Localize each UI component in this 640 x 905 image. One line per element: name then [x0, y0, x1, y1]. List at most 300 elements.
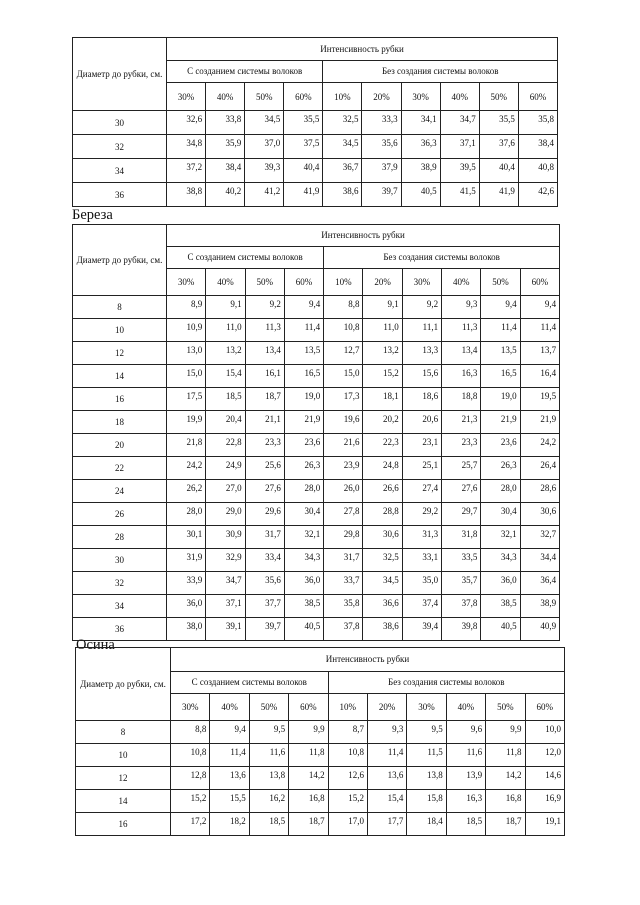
pct-header-with: 60% — [289, 694, 328, 721]
table-row — [73, 365, 560, 388]
value-cell: 30,9 — [206, 526, 245, 549]
value-cell: 19,6 — [324, 411, 363, 434]
diameter-cell: 34 — [73, 159, 167, 183]
pct-header-without: 20% — [362, 83, 401, 111]
diameter-cell: 36 — [73, 183, 167, 207]
pct-header-with: 50% — [245, 269, 284, 296]
intensity-header: Интенсивность рубки — [167, 225, 560, 247]
value-cell: 37,7 — [245, 595, 284, 618]
pct-header-with: 30% — [171, 694, 210, 721]
value-cell: 18,4 — [407, 813, 446, 836]
value-cell: 33,8 — [206, 111, 245, 135]
value-cell: 40,8 — [518, 159, 557, 183]
pct-header-without: 40% — [440, 83, 479, 111]
table-row — [76, 813, 565, 836]
value-cell: 34,7 — [206, 572, 245, 595]
value-cell: 37,8 — [324, 618, 363, 641]
pct-header-with: 40% — [210, 694, 249, 721]
value-cell: 36,7 — [323, 159, 362, 183]
value-cell: 37,9 — [362, 159, 401, 183]
value-cell: 9,9 — [289, 721, 328, 744]
data-table-top — [72, 37, 558, 207]
value-cell: 17,5 — [167, 388, 206, 411]
value-cell: 25,7 — [442, 457, 481, 480]
pct-header-without: 20% — [367, 694, 406, 721]
value-cell: 31,8 — [442, 526, 481, 549]
value-cell: 26,0 — [324, 480, 363, 503]
value-cell: 38,0 — [167, 618, 206, 641]
value-cell: 39,8 — [442, 618, 481, 641]
value-cell: 23,9 — [324, 457, 363, 480]
table-row — [73, 296, 560, 319]
diameter-header: Диаметр до рубки, см. — [73, 38, 167, 111]
value-cell: 8,8 — [324, 296, 363, 319]
value-cell: 37,1 — [440, 135, 479, 159]
diameter-cell: 8 — [73, 296, 167, 319]
value-cell: 27,8 — [324, 503, 363, 526]
table-row — [76, 744, 565, 767]
value-cell: 36,0 — [167, 595, 206, 618]
value-cell: 19,5 — [520, 388, 559, 411]
group-without-skid-trails: Без создания системы волоков — [323, 61, 558, 83]
value-cell: 21,8 — [167, 434, 206, 457]
value-cell: 29,0 — [206, 503, 245, 526]
value-cell: 34,8 — [167, 135, 206, 159]
value-cell: 13,9 — [446, 767, 485, 790]
value-cell: 16,3 — [446, 790, 485, 813]
value-cell: 38,4 — [518, 135, 557, 159]
value-cell: 12,7 — [324, 342, 363, 365]
value-cell: 9,2 — [402, 296, 441, 319]
value-cell: 13,3 — [402, 342, 441, 365]
value-cell: 24,2 — [520, 434, 559, 457]
value-cell: 19,0 — [481, 388, 520, 411]
value-cell: 32,9 — [206, 549, 245, 572]
value-cell: 16,3 — [442, 365, 481, 388]
value-cell: 26,2 — [167, 480, 206, 503]
value-cell: 16,2 — [249, 790, 288, 813]
value-cell: 33,9 — [167, 572, 206, 595]
value-cell: 13,6 — [367, 767, 406, 790]
value-cell: 34,4 — [520, 549, 559, 572]
value-cell: 32,5 — [323, 111, 362, 135]
pct-header-without: 30% — [402, 269, 441, 296]
value-cell: 16,1 — [245, 365, 284, 388]
value-cell: 42,6 — [518, 183, 557, 207]
value-cell: 19,1 — [525, 813, 565, 836]
value-cell: 37,1 — [206, 595, 245, 618]
value-cell: 9,5 — [249, 721, 288, 744]
diameter-cell: 36 — [73, 618, 167, 641]
value-cell: 14,2 — [289, 767, 328, 790]
pct-header-without: 60% — [518, 83, 557, 111]
value-cell: 14,6 — [525, 767, 565, 790]
value-cell: 32,1 — [481, 526, 520, 549]
value-cell: 15,5 — [210, 790, 249, 813]
diameter-cell: 16 — [73, 388, 167, 411]
pct-header-with: 50% — [245, 83, 284, 111]
value-cell: 34,5 — [245, 111, 284, 135]
value-cell: 27,0 — [206, 480, 245, 503]
value-cell: 11,3 — [245, 319, 284, 342]
value-cell: 28,6 — [520, 480, 559, 503]
value-cell: 18,5 — [206, 388, 245, 411]
value-cell: 35,0 — [402, 572, 441, 595]
diameter-header: Диаметр до рубки, см. — [73, 225, 167, 296]
value-cell: 22,8 — [206, 434, 245, 457]
value-cell: 16,8 — [289, 790, 328, 813]
table-row — [76, 767, 565, 790]
pct-header-without: 10% — [323, 83, 362, 111]
pct-header-without: 60% — [520, 269, 559, 296]
value-cell: 9,4 — [481, 296, 520, 319]
value-cell: 19,9 — [167, 411, 206, 434]
diameter-cell: 14 — [73, 365, 167, 388]
diameter-cell: 12 — [76, 767, 171, 790]
value-cell: 15,8 — [407, 790, 446, 813]
value-cell: 13,6 — [210, 767, 249, 790]
value-cell: 8,7 — [328, 721, 367, 744]
value-cell: 23,6 — [481, 434, 520, 457]
value-cell: 9,2 — [245, 296, 284, 319]
section-title-bereza: Береза — [72, 207, 113, 223]
table-row — [73, 342, 560, 365]
value-cell: 37,4 — [402, 595, 441, 618]
value-cell: 34,5 — [323, 135, 362, 159]
diameter-cell: 8 — [76, 721, 171, 744]
value-cell: 31,7 — [324, 549, 363, 572]
value-cell: 31,7 — [245, 526, 284, 549]
value-cell: 33,3 — [362, 111, 401, 135]
value-cell: 11,4 — [481, 319, 520, 342]
table-row — [73, 111, 558, 135]
table-row — [73, 135, 558, 159]
value-cell: 37,2 — [167, 159, 206, 183]
section-title-osina: Осина — [76, 637, 115, 653]
value-cell: 12,6 — [328, 767, 367, 790]
diameter-header: Диаметр до рубки, см. — [76, 648, 171, 721]
value-cell: 21,9 — [284, 411, 323, 434]
diameter-cell: 26 — [73, 503, 167, 526]
table-row — [73, 618, 560, 641]
value-cell: 40,4 — [284, 159, 323, 183]
pct-header-with: 40% — [206, 83, 245, 111]
data-table-bereza — [72, 224, 560, 641]
table-row — [73, 434, 560, 457]
value-cell: 40,4 — [479, 159, 518, 183]
value-cell: 21,9 — [520, 411, 559, 434]
diameter-cell: 24 — [73, 480, 167, 503]
diameter-cell: 30 — [73, 111, 167, 135]
value-cell: 36,3 — [401, 135, 440, 159]
value-cell: 30,4 — [481, 503, 520, 526]
pct-header-with: 60% — [284, 83, 323, 111]
value-cell: 40,2 — [206, 183, 245, 207]
value-cell: 21,9 — [481, 411, 520, 434]
pct-header-with: 30% — [167, 83, 206, 111]
pct-header-without: 50% — [479, 83, 518, 111]
value-cell: 20,4 — [206, 411, 245, 434]
table-row — [73, 572, 560, 595]
value-cell: 34,3 — [284, 549, 323, 572]
pct-header-without: 30% — [401, 83, 440, 111]
group-with-skid-trails: С созданием системы волоков — [171, 672, 329, 694]
value-cell: 36,4 — [520, 572, 559, 595]
value-cell: 41,5 — [440, 183, 479, 207]
table-row — [73, 388, 560, 411]
value-cell: 16,4 — [520, 365, 559, 388]
value-cell: 23,6 — [284, 434, 323, 457]
diameter-cell: 34 — [73, 595, 167, 618]
table-row — [73, 549, 560, 572]
value-cell: 33,5 — [442, 549, 481, 572]
value-cell: 39,5 — [440, 159, 479, 183]
value-cell: 38,9 — [401, 159, 440, 183]
value-cell: 39,7 — [362, 183, 401, 207]
diameter-cell: 10 — [73, 319, 167, 342]
value-cell: 32,6 — [167, 111, 206, 135]
value-cell: 38,6 — [363, 618, 402, 641]
value-cell: 35,6 — [245, 572, 284, 595]
table-row — [73, 457, 560, 480]
value-cell: 39,7 — [245, 618, 284, 641]
value-cell: 27,6 — [442, 480, 481, 503]
value-cell: 24,2 — [167, 457, 206, 480]
diameter-cell: 14 — [76, 790, 171, 813]
value-cell: 13,8 — [249, 767, 288, 790]
value-cell: 9,6 — [446, 721, 485, 744]
value-cell: 41,2 — [245, 183, 284, 207]
value-cell: 37,5 — [284, 135, 323, 159]
value-cell: 8,9 — [167, 296, 206, 319]
value-cell: 41,9 — [284, 183, 323, 207]
value-cell: 9,4 — [284, 296, 323, 319]
value-cell: 34,7 — [440, 111, 479, 135]
value-cell: 15,4 — [367, 790, 406, 813]
value-cell: 17,0 — [328, 813, 367, 836]
pct-header-with: 50% — [249, 694, 288, 721]
value-cell: 24,9 — [206, 457, 245, 480]
value-cell: 11,1 — [402, 319, 441, 342]
value-cell: 11,4 — [520, 319, 559, 342]
value-cell: 31,9 — [167, 549, 206, 572]
value-cell: 13,5 — [284, 342, 323, 365]
value-cell: 34,1 — [401, 111, 440, 135]
value-cell: 35,8 — [324, 595, 363, 618]
value-cell: 17,7 — [367, 813, 406, 836]
value-cell: 9,1 — [363, 296, 402, 319]
value-cell: 11,8 — [486, 744, 525, 767]
value-cell: 11,4 — [367, 744, 406, 767]
table-row — [76, 790, 565, 813]
value-cell: 17,2 — [171, 813, 210, 836]
value-cell: 33,4 — [245, 549, 284, 572]
value-cell: 38,8 — [167, 183, 206, 207]
value-cell: 32,5 — [363, 549, 402, 572]
pct-header-without: 10% — [328, 694, 367, 721]
value-cell: 13,4 — [245, 342, 284, 365]
value-cell: 30,1 — [167, 526, 206, 549]
value-cell: 15,2 — [363, 365, 402, 388]
value-cell: 27,4 — [402, 480, 441, 503]
value-cell: 9,9 — [486, 721, 525, 744]
value-cell: 38,6 — [323, 183, 362, 207]
value-cell: 29,2 — [402, 503, 441, 526]
value-cell: 28,0 — [167, 503, 206, 526]
value-cell: 30,4 — [284, 503, 323, 526]
value-cell: 28,0 — [481, 480, 520, 503]
value-cell: 10,9 — [167, 319, 206, 342]
value-cell: 13,0 — [167, 342, 206, 365]
value-cell: 30,6 — [363, 526, 402, 549]
table-row — [76, 721, 565, 744]
value-cell: 11,6 — [446, 744, 485, 767]
diameter-cell: 10 — [76, 744, 171, 767]
diameter-cell: 22 — [73, 457, 167, 480]
table-row — [73, 183, 558, 207]
value-cell: 32,7 — [520, 526, 559, 549]
diameter-cell: 20 — [73, 434, 167, 457]
diameter-cell: 30 — [73, 549, 167, 572]
value-cell: 18,7 — [245, 388, 284, 411]
table-row — [73, 319, 560, 342]
table-row — [73, 411, 560, 434]
value-cell: 36,6 — [363, 595, 402, 618]
value-cell: 21,1 — [245, 411, 284, 434]
value-cell: 37,6 — [479, 135, 518, 159]
table-row — [73, 480, 560, 503]
value-cell: 10,8 — [171, 744, 210, 767]
value-cell: 15,6 — [402, 365, 441, 388]
data-table-osina — [75, 647, 565, 836]
value-cell: 33,7 — [324, 572, 363, 595]
value-cell: 34,5 — [363, 572, 402, 595]
value-cell: 15,0 — [324, 365, 363, 388]
value-cell: 11,3 — [442, 319, 481, 342]
value-cell: 20,2 — [363, 411, 402, 434]
value-cell: 18,7 — [289, 813, 328, 836]
value-cell: 16,5 — [284, 365, 323, 388]
value-cell: 36,0 — [284, 572, 323, 595]
value-cell: 15,4 — [206, 365, 245, 388]
value-cell: 13,2 — [363, 342, 402, 365]
value-cell: 29,8 — [324, 526, 363, 549]
value-cell: 31,3 — [402, 526, 441, 549]
value-cell: 28,8 — [363, 503, 402, 526]
diameter-cell: 12 — [73, 342, 167, 365]
value-cell: 10,8 — [324, 319, 363, 342]
value-cell: 18,7 — [486, 813, 525, 836]
value-cell: 35,7 — [442, 572, 481, 595]
value-cell: 37,8 — [442, 595, 481, 618]
group-with-skid-trails: С созданием системы волоков — [167, 61, 323, 83]
value-cell: 39,4 — [402, 618, 441, 641]
value-cell: 16,5 — [481, 365, 520, 388]
pct-header-without: 50% — [481, 269, 520, 296]
diameter-cell: 28 — [73, 526, 167, 549]
value-cell: 26,4 — [520, 457, 559, 480]
diameter-cell: 32 — [73, 572, 167, 595]
value-cell: 13,7 — [520, 342, 559, 365]
value-cell: 35,5 — [284, 111, 323, 135]
diameter-cell: 32 — [73, 135, 167, 159]
value-cell: 9,3 — [367, 721, 406, 744]
pct-header-without: 60% — [525, 694, 565, 721]
value-cell: 9,4 — [520, 296, 559, 319]
value-cell: 40,5 — [284, 618, 323, 641]
value-cell: 23,1 — [402, 434, 441, 457]
value-cell: 40,5 — [481, 618, 520, 641]
intensity-header: Интенсивность рубки — [167, 38, 558, 61]
value-cell: 9,1 — [206, 296, 245, 319]
pct-header-with: 30% — [167, 269, 206, 296]
value-cell: 39,1 — [206, 618, 245, 641]
value-cell: 9,3 — [442, 296, 481, 319]
value-cell: 35,6 — [362, 135, 401, 159]
value-cell: 36,0 — [481, 572, 520, 595]
value-cell: 38,9 — [520, 595, 559, 618]
value-cell: 27,6 — [245, 480, 284, 503]
value-cell: 35,9 — [206, 135, 245, 159]
value-cell: 11,4 — [210, 744, 249, 767]
value-cell: 12,8 — [171, 767, 210, 790]
value-cell: 23,3 — [245, 434, 284, 457]
value-cell: 11,0 — [363, 319, 402, 342]
value-cell: 10,0 — [525, 721, 565, 744]
value-cell: 20,6 — [402, 411, 441, 434]
value-cell: 19,0 — [284, 388, 323, 411]
value-cell: 8,8 — [171, 721, 210, 744]
value-cell: 13,4 — [442, 342, 481, 365]
value-cell: 16,9 — [525, 790, 565, 813]
value-cell: 26,6 — [363, 480, 402, 503]
pct-header-without: 40% — [442, 269, 481, 296]
value-cell: 17,3 — [324, 388, 363, 411]
value-cell: 14,2 — [486, 767, 525, 790]
value-cell: 40,5 — [401, 183, 440, 207]
value-cell: 41,9 — [479, 183, 518, 207]
value-cell: 9,5 — [407, 721, 446, 744]
value-cell: 11,8 — [289, 744, 328, 767]
value-cell: 38,5 — [284, 595, 323, 618]
intensity-header: Интенсивность рубки — [171, 648, 565, 672]
value-cell: 11,5 — [407, 744, 446, 767]
value-cell: 33,1 — [402, 549, 441, 572]
table-row — [73, 526, 560, 549]
pct-header-without: 20% — [363, 269, 402, 296]
value-cell: 16,8 — [486, 790, 525, 813]
value-cell: 18,8 — [442, 388, 481, 411]
pct-header-without: 10% — [324, 269, 363, 296]
value-cell: 15,2 — [328, 790, 367, 813]
value-cell: 13,2 — [206, 342, 245, 365]
value-cell: 13,5 — [481, 342, 520, 365]
pct-header-without: 50% — [486, 694, 525, 721]
value-cell: 30,6 — [520, 503, 559, 526]
value-cell: 35,8 — [518, 111, 557, 135]
diameter-cell: 16 — [76, 813, 171, 836]
value-cell: 11,6 — [249, 744, 288, 767]
value-cell: 34,3 — [481, 549, 520, 572]
value-cell: 38,4 — [206, 159, 245, 183]
value-cell: 25,1 — [402, 457, 441, 480]
pct-header-without: 40% — [446, 694, 485, 721]
value-cell: 18,5 — [446, 813, 485, 836]
group-without-skid-trails: Без создания системы волоков — [328, 672, 564, 694]
diameter-cell: 18 — [73, 411, 167, 434]
value-cell: 26,3 — [284, 457, 323, 480]
value-cell: 18,6 — [402, 388, 441, 411]
